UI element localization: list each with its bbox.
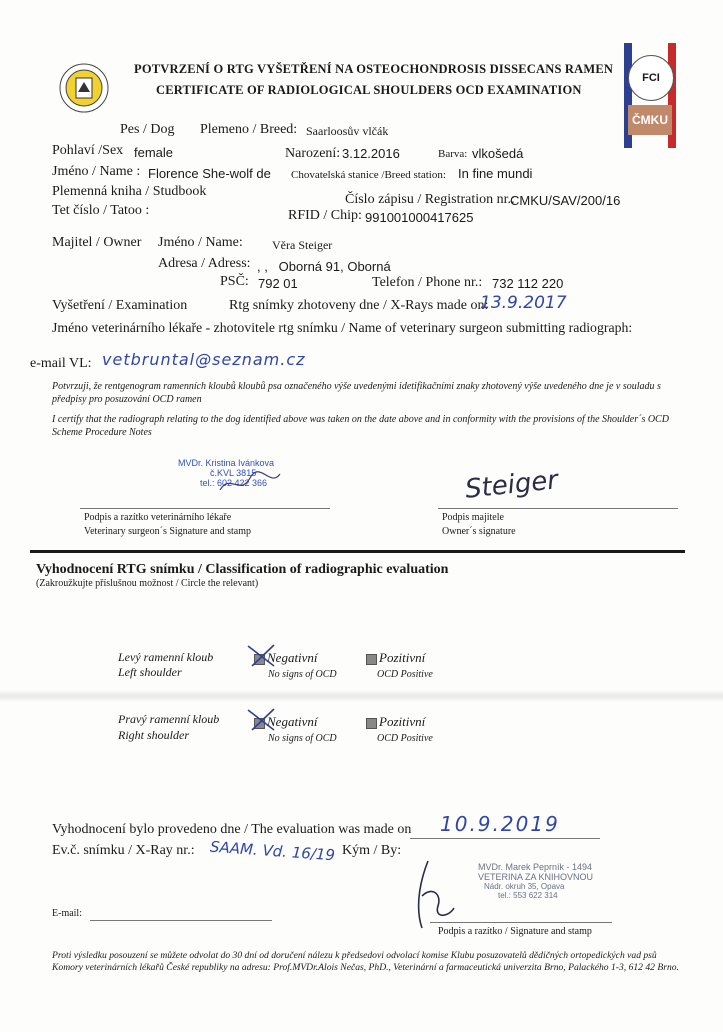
evaluation-title: Vyhodnocení RTG snímku / Classification of radiographic evaluation: [36, 562, 449, 577]
vet-name-label: Jméno veterinárního lékaře - zhotovitele rtg snímku / Name of veterinary surgeon submitting radiograph:: [52, 320, 633, 335]
evaluator-signature-caption: Podpis a razítko / Signature and stamp: [438, 926, 592, 937]
right-negative-mark: [246, 706, 278, 734]
evaluator-stamp: [478, 862, 628, 900]
born-label: Narození:: [285, 146, 341, 161]
phone-value: 732 112 220: [492, 276, 564, 291]
fci-badge: FCI: [628, 55, 674, 101]
vet-signature-caption-en: Veterinary surgeon´s Signature and stamp: [84, 526, 251, 537]
right-negative-en: No signs of OCD: [268, 733, 337, 744]
left-shoulder-en: Left shoulder: [118, 665, 182, 679]
evaluator-stamp-address: Nádr. okruh 35, Opava: [484, 882, 565, 891]
left-positive-label: Pozitivní: [379, 650, 426, 665]
grey-band: [0, 690, 723, 702]
born-value: 3.12.2016: [342, 146, 400, 161]
vet-email-label: e-mail VL:: [30, 356, 92, 371]
appeal-note: Proti výsledku posouzení se můžete odvolat do 30 dní od doručení nálezu k předsedovi odvolací komise Klubu posuzovatelů dědičných ortopedických vad psů Komory veterinárních lékařů České republiky na adresu: Prof.MVDr.Alois Nečas, PhD., Veterinární a farmaceutická univerzita Brno, Palackého 1-3, 612 42 Brno.: [52, 950, 679, 973]
evaluator-stamp-clinic: VETERINA ZA KNIHOVNOU: [478, 872, 594, 882]
color-value: vlkošedá: [472, 146, 524, 161]
sex-label: Pohlaví /Sex: [52, 143, 124, 158]
section-divider: [30, 550, 685, 553]
species-label: Pes / Dog: [120, 122, 175, 137]
address-label: Adresa / Adress:: [158, 256, 251, 271]
studbook-label: Plemenná kniha / Studbook: [52, 184, 207, 199]
name-value: Florence She-wolf de: [148, 166, 271, 181]
vet-stamp-name: MVDr. Kristina Ivánkova: [178, 458, 275, 468]
vet-signature: [215, 468, 285, 498]
evaluator-signature-line: [430, 922, 612, 923]
color-label: Barva:: [438, 148, 468, 160]
cmku-badge: ČMKU: [628, 105, 672, 135]
xray-nr-value: SAAM. Vd. 16/19: [209, 837, 336, 865]
rfid-label: RFID / Chip:: [288, 208, 362, 223]
certificate-title-en: CERTIFICATE OF RADIOLOGICAL SHOULDERS OCD EXAMINATION: [156, 83, 582, 97]
owner-signature: Steiger: [463, 465, 560, 505]
right-negative-label: Negativní: [267, 714, 318, 729]
right-positive-en: OCD Positive: [377, 733, 433, 744]
evaluator-signature: [408, 856, 458, 936]
owner-name-value: Věra Steiger: [272, 238, 333, 252]
confirmation-en: I certify that the radiograph relating to the dog identified above was taken on the date above and in conformity with the provisions of the Shoulder´s OCD Scheme Procedure Notes: [52, 414, 669, 438]
xray-made-label: Rtg snímky zhotoveny dne / X-Rays made on:: [229, 298, 489, 313]
registration-value: CMKU/SAV/200/16: [510, 193, 621, 208]
station-value: In fine mundi: [458, 166, 533, 181]
tattoo-label: Tet číslo / Tatoo :: [52, 203, 150, 218]
right-shoulder-en: Right shoulder: [118, 728, 189, 742]
confirmation-cz: Potvrzuji, že rentgenogram ramenních kloubů kloubů psa označeného výše uvedenými idetifikačními znaky zhotovený výše uvedeného dne je v souladu s předpisy pro posuzování OCD ramen: [52, 381, 661, 405]
psc-label: PSČ:: [220, 274, 249, 289]
xray-nr-label: Ev.č. snímku / X-Ray nr.:: [52, 843, 195, 858]
vet-stamp-phone: tel.: 602 422 366: [200, 478, 268, 488]
email-field-line[interactable]: [90, 920, 272, 921]
right-shoulder-cz: Pravý ramenní kloub: [118, 712, 220, 726]
by-label: Kým / By:: [342, 843, 402, 858]
evaluation-date-label: Vyhodnocení bylo provedeno dne / The evaluation was made on: [52, 822, 412, 837]
owner-name-label: Jméno / Name:: [158, 235, 243, 250]
psc-value: 792 01: [258, 276, 298, 291]
rfid-value: 991001000417625: [365, 210, 474, 225]
left-shoulder-cz: Levý ramenní kloub: [118, 650, 214, 664]
xray-date-value: 13.9.2017: [480, 293, 567, 313]
left-negative-en: No signs of OCD: [268, 669, 337, 680]
right-positive-option[interactable]: [366, 714, 425, 730]
owner-signature-caption-en: Owner´s signature: [442, 526, 516, 537]
address-value: , , Oborná 91, Oborná: [257, 259, 391, 274]
station-label: Chovatelská stanice /Breed station:: [291, 169, 446, 181]
owner-signature-line: [438, 508, 678, 509]
breed-value: Saarloosův vlčák: [306, 124, 389, 138]
email-label: E-mail:: [52, 908, 82, 919]
vet-signature-caption-cz: Podpis a razítko veterinárního lékaře: [84, 512, 232, 523]
left-negative-label: Negativní: [267, 650, 318, 665]
fci-cmku-logo: [624, 43, 676, 148]
owner-label: Majitel / Owner: [52, 235, 142, 250]
certificate-title-cz: POTVRZENÍ O RTG VYŠETŘENÍ NA OSTEOCHONDROSIS DISSECANS RAMEN: [134, 62, 614, 76]
name-label: Jméno / Name :: [52, 164, 141, 179]
club-logo: [58, 62, 110, 114]
right-positive-label: Pozitivní: [379, 714, 426, 729]
evaluation-date-value: 10.9.2019: [440, 812, 560, 836]
evaluation-date-line: [410, 838, 600, 839]
right-positive-checkbox[interactable]: [366, 718, 377, 729]
evaluator-stamp-name: MVDr. Marek Peprník - 1494: [478, 862, 593, 872]
registration-label: Číslo zápisu / Registration nr.:: [345, 192, 515, 207]
owner-signature-caption-cz: Podpis majitele: [442, 512, 504, 523]
left-negative-mark: [246, 642, 278, 670]
left-positive-en: OCD Positive: [377, 669, 433, 680]
vet-stamp-license: č.KVL 3815: [210, 468, 257, 478]
vet-signature-line: [80, 508, 330, 509]
evaluator-stamp-phone: tel.: 553 622 314: [498, 891, 558, 900]
left-positive-checkbox[interactable]: [366, 654, 377, 665]
examination-label: Vyšetření / Examination: [52, 298, 188, 313]
breed-label: Plemeno / Breed:: [200, 122, 298, 137]
sex-value: female: [134, 145, 174, 160]
vet-email-value: vetbruntal@seznam.cz: [102, 350, 306, 369]
evaluation-subtitle: (Zakroužkujte příslušnou možnost / Circle the relevant): [36, 578, 259, 589]
phone-label: Telefon / Phone nr.:: [372, 275, 483, 290]
left-positive-option[interactable]: [366, 650, 425, 666]
